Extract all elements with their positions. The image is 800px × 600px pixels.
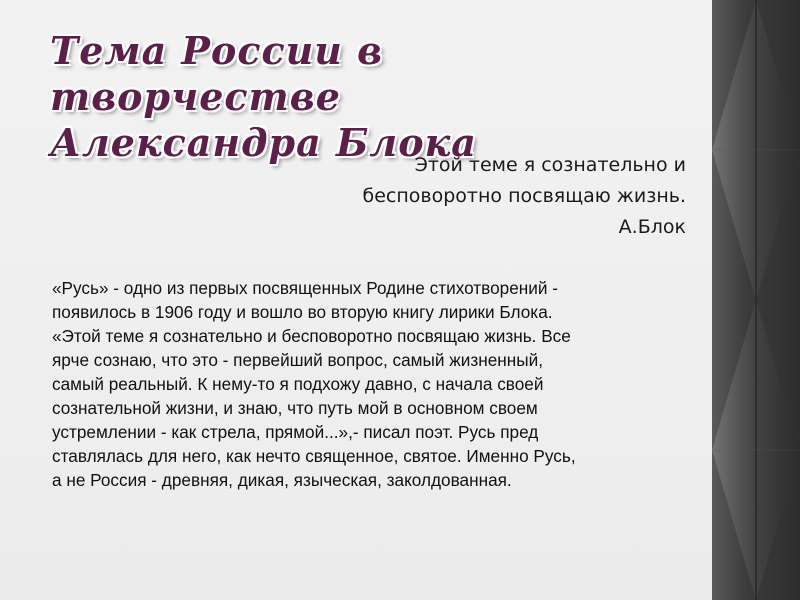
body-line: ярче сознаю, что это - первейший вопрос, самый жизненный, [52,350,543,370]
epigraph-line-1: Этой теме я сознательно и [414,154,686,176]
epigraph [226,150,686,243]
body-line: ставлялась для него, как нечто священное, святое. Именно Русь, [52,446,576,466]
body-paragraph [52,276,718,492]
slide-title [50,28,650,166]
title-line-2: Александра Блока [50,120,477,165]
body-line: появилось в 1906 году и вошло во вторую книгу лирики Блока. [52,302,553,322]
epigraph-author: А.Блок [618,216,686,238]
body-line: «Этой теме я сознательно и бесповоротно посвящаю жизнь. Все [52,326,571,346]
body-line: устремлении - как стрела, прямой...»,- писал поэт. Русь пред [52,422,539,442]
title-line-1: Тема России в творчестве [50,28,384,119]
body-line: сознательной жизни, и знаю, что путь мой в основном своем [52,398,538,418]
body-line: а не Россия - древняя, дикая, языческая, заколдованная. [52,470,512,490]
body-line: самый реальный. К нему-то я подхожу давно, с начала своей [52,374,544,394]
epigraph-line-2: бесповоротно посвящаю жизнь. [362,185,686,207]
diamond-pattern-icon [712,0,800,600]
decorative-side-panel [712,0,800,600]
body-line: «Русь» - одно из первых посвященных Родине стихотворений - [52,278,558,298]
